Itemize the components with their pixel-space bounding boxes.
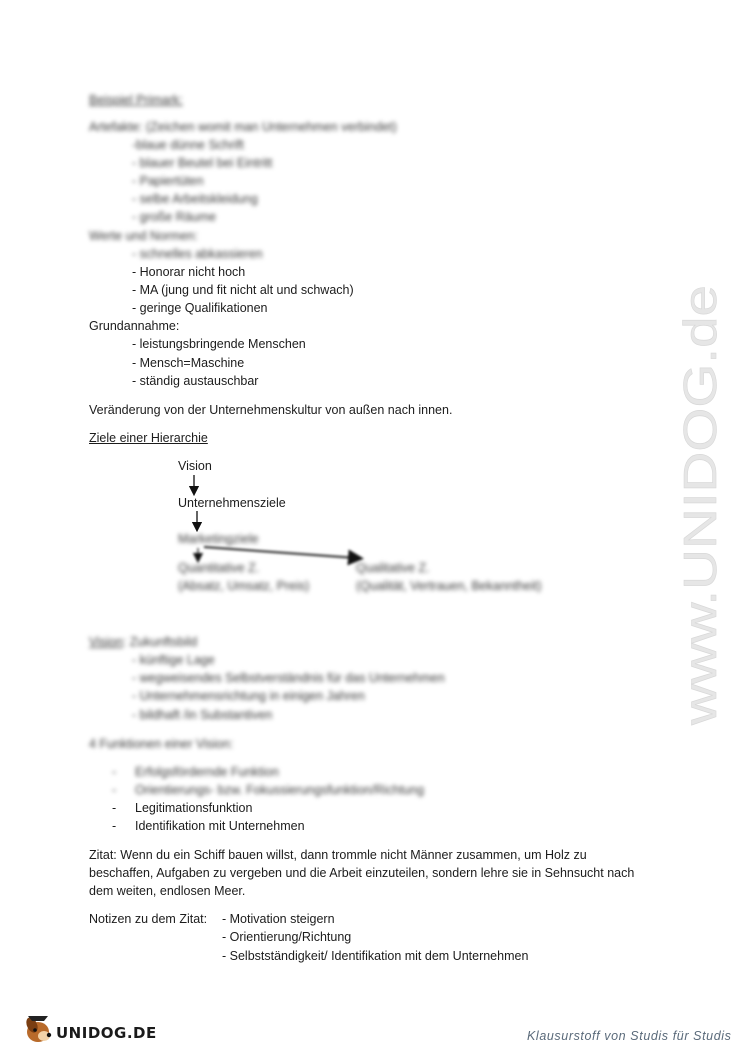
kultur-change-text: Veränderung von der Unternehmenskultur von außen nach innen. [89,403,453,417]
zitat-line: beschaffen, Aufgaben zu vergeben und die Arbeit einzuteilen, sondern lehre sie in Sehnsucht nach [89,866,635,880]
notizen-item: - Orientierung/Richtung [222,930,352,944]
quantitative-ziele-title: Quantitative Z. [178,561,260,575]
vision-item: - bildhaft /in Substantiven [132,708,273,722]
funktion-bullet: - [112,801,117,815]
hierarchie-marketingziele: Marketingziele [178,532,259,546]
notizen-label: Notizen zu dem Zitat: [89,912,208,926]
vision-heading-rest: : Zukunftsbild [122,635,198,649]
qualitative-ziele-sub: (Qualität, Vertrauen, Bekanntheit) [356,579,542,593]
notizen-item: - Motivation steigern [222,912,335,926]
vision-heading [89,634,197,650]
notizen-item: - Selbstständigkeit/ Identifikation mit dem Unternehmen [222,949,529,963]
grundannahme-item: - leistungsbringende Menschen [132,337,306,351]
hierarchie-unternehmensziele: Unternehmensziele [178,496,286,510]
grundannahme-item: - ständig austauschbar [132,374,259,388]
quantitative-ziele-sub: (Absatz, Umsatz, Preis) [178,579,310,593]
funktion-item: Identifikation mit Unternehmen [135,819,305,833]
funktion-item: Erfolgsfördernde Funktion [135,765,279,779]
zitat-line: Zitat: Wenn du ein Schiff bauen willst, dann trommle nicht Männer zusammen, um Holz zu [89,848,587,862]
funktion-bullet: - [112,783,117,797]
vision-item: - künftige Lage [132,653,215,667]
funktion-bullet: - [112,819,117,833]
artefakte-item: - selbe Arbeitskleidung [132,192,258,206]
werte-item: - Honorar nicht hoch [132,265,246,279]
hierarchie-vision: Vision [178,459,212,473]
werte-item: - geringe Qualifikationen [132,301,268,315]
primark-heading: Beispiel Primark: [89,93,183,107]
hierarchie-heading: Ziele einer Hierarchie [89,431,208,445]
artefakte-item: - Papiertüten [132,174,204,188]
vision-heading-link: Vision [89,635,123,649]
qualitative-ziele-title: Qualitative Z. [356,561,430,575]
artefakte-item: - große Räume [132,210,217,224]
funktion-item: Orientierungs- bzw. Fokussierungsfunktion/Richtung [135,783,425,797]
grundannahme-label: Grundannahme: [89,319,180,333]
unidog-watermark [672,280,732,730]
funktion-item: Legitimationsfunktion [135,801,253,815]
unidog-logo-text[interactable]: UNIDOG.DE [56,1024,157,1042]
grundannahme-item: - Mensch=Maschine [132,356,245,370]
arrow-marketingziele-to-qualitative [204,547,356,558]
vision-item: - wegweisendes Selbstverständnis für das Unternehmen [132,671,445,685]
funktion-bullet: - [112,765,117,779]
funktionen-heading: 4 Funktionen einer Vision: [89,737,234,751]
vision-item: - Unternehmensrichtung in einigen Jahren [132,689,365,703]
artefakte-label: Artefakte: (Zeichen womit man Unternehmen verbindet) [89,120,397,134]
watermark-text: www.UNIDOG.de [674,367,726,725]
artefakte-item: - blauer Beutel bei Eintritt [132,156,273,170]
werte-item: - MA (jung und fit nicht alt und schwach) [132,283,354,297]
werte-item: - schnelles abkassieren [132,247,263,261]
footer-tagline: Klausurstoff von Studis für Studis [527,1029,732,1043]
zitat-line: dem weiten, endlosen Meer. [89,884,246,898]
artefakte-item: -blaue dünne Schrift [132,138,244,152]
dog-icon [24,1016,51,1042]
werte-label: Werte und Normen: [89,229,198,243]
